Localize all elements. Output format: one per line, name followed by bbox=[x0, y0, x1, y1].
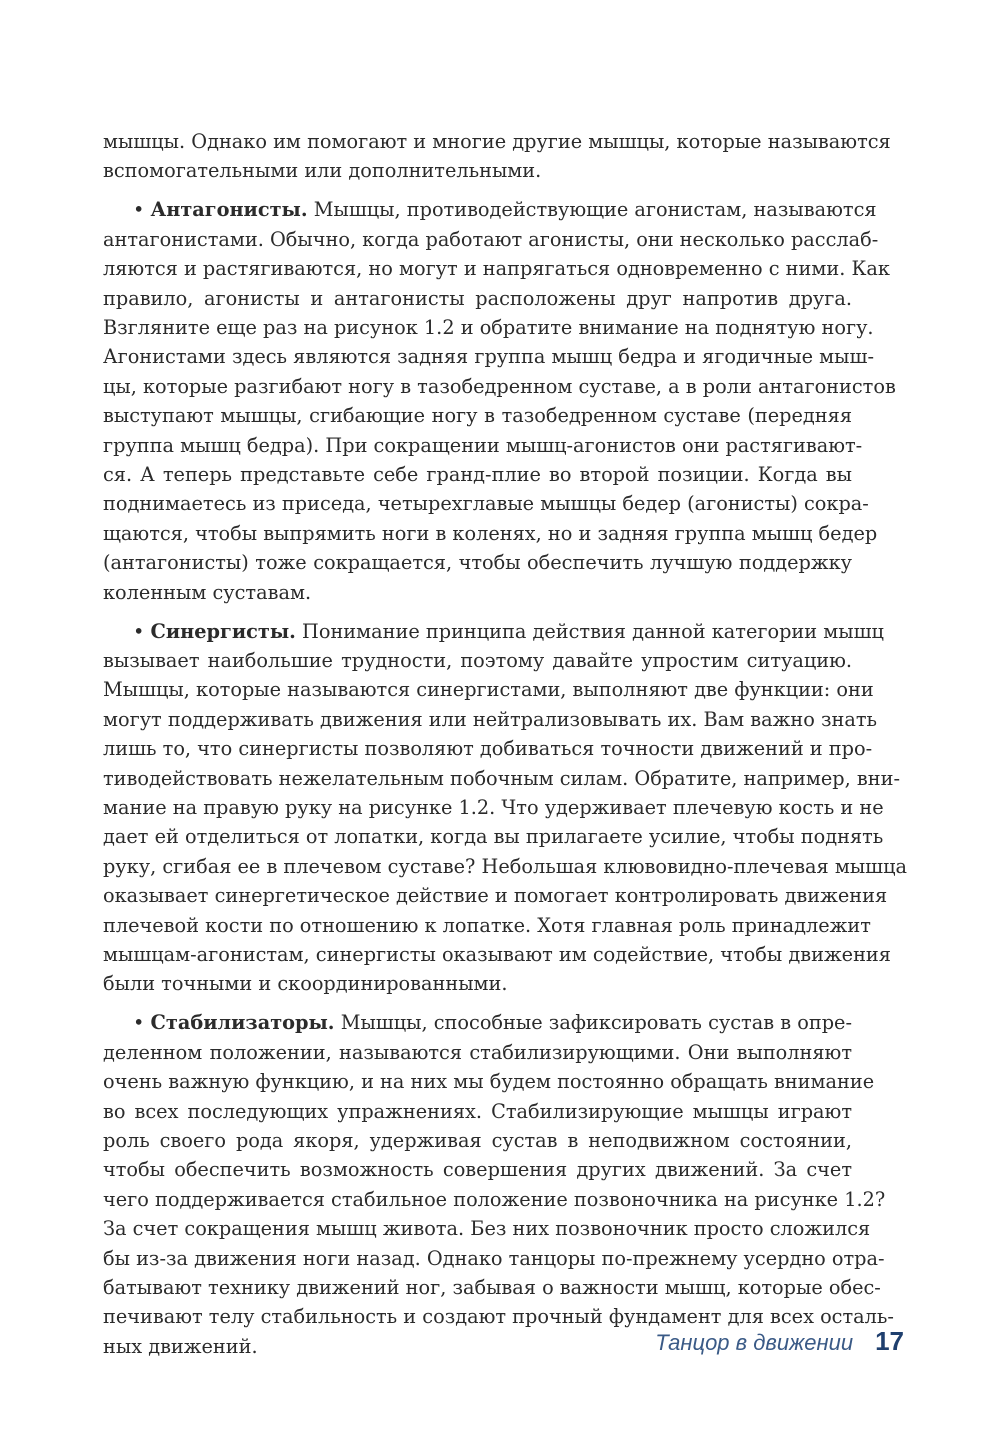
text-line: ляются и растягиваются, но могут и напрягаться одновременно с ними. Как bbox=[103, 257, 890, 281]
text-line: Мышцы, противодействующие агонистам, называются bbox=[313, 198, 877, 222]
text-line: За счет сокращения мышц живота. Без них позвоночник просто сложился bbox=[103, 1217, 871, 1241]
text-line: деленном положении, называются стабилизирующими. Они выполняют bbox=[103, 1040, 852, 1064]
text-line-first bbox=[103, 195, 877, 224]
text-line: руку, сгибая ее в плечевом суставе? Небольшая клювовидно-плечевая мышца bbox=[103, 854, 907, 878]
text-line-first bbox=[103, 617, 884, 646]
text-line: Мышцы, способные зафиксировать сустав в опре- bbox=[340, 1011, 852, 1035]
text-line: поднимаетесь из приседа, четырехглавые мышцы бедер (агонисты) сокра- bbox=[103, 492, 869, 516]
text-line: лишь то, что синергисты позволяют добиваться точности движений и про- bbox=[103, 737, 873, 761]
text-line: Мышцы, которые называются синергистами, выполняют две функции: они bbox=[103, 678, 874, 702]
term-antagonists: Антагонисты. bbox=[150, 198, 308, 222]
text-line: Взгляните еще раз на рисунок 1.2 и обратите внимание на поднятую ногу. bbox=[103, 315, 874, 339]
text-line: были точными и скоординированными. bbox=[103, 972, 508, 996]
text-line: выступают мышцы, сгибающие ногу в тазобедренном суставе (передняя bbox=[103, 404, 852, 428]
text-line: щаются, чтобы выпрямить ноги в коленях, но и задняя группа мышц бедер bbox=[103, 521, 878, 545]
text-line: очень важную функцию, и на них мы будем постоянно обращать внимание bbox=[103, 1070, 875, 1094]
text-line: во всех последующих упражнениях. Стабилизирующие мышцы играют bbox=[103, 1099, 852, 1123]
text-line: бы из-за движения ноги назад. Однако танцоры по-прежнему усердно отра- bbox=[103, 1246, 885, 1270]
text-line: мышцам-агонистам, синергисты оказывают им содействие, чтобы движения bbox=[103, 942, 891, 966]
text-line: Агонистами здесь являются задняя группа мышц бедра и ягодичные мыш- bbox=[103, 345, 874, 369]
text-line: вызывает наибольшие трудности, поэтому давайте упростим ситуацию. bbox=[103, 648, 852, 672]
paragraph-continuation bbox=[103, 127, 891, 186]
text-line: оказывает синергетическое действие и помогает контролировать движения bbox=[103, 884, 888, 908]
text-line: ся. А теперь представьте себе гранд-плие во второй позиции. Когда вы bbox=[103, 462, 852, 486]
text-line: могут поддерживать движения или нейтрализовывать их. Вам важно знать bbox=[103, 707, 877, 731]
page-footer bbox=[655, 1326, 904, 1357]
text-line: антагонистами. Обычно, когда работают агонисты, они несколько расслаб- bbox=[103, 227, 879, 251]
text-line: плечевой кости по отношению к лопатке. Хотя главная роль принадлежит bbox=[103, 913, 871, 937]
text-line: группа мышц бедра). При сокращении мышц-агонистов они растягивают- bbox=[103, 433, 863, 457]
bullet-icon: • bbox=[133, 619, 145, 643]
text-line: печивают телу стабильность и создают прочный фундамент для всех осталь- bbox=[103, 1305, 894, 1329]
text-line: дает ей отделиться от лопатки, когда вы прилагаете усилие, чтобы поднять bbox=[103, 825, 884, 849]
text-line: батывают технику движений ног, забывая о важности мышц, которые обес- bbox=[103, 1275, 881, 1299]
bullet-icon: • bbox=[133, 1011, 145, 1035]
term-synergists: Синергисты. bbox=[150, 619, 296, 643]
paragraph-synergists bbox=[103, 617, 907, 999]
text-line: цы, которые разгибают ногу в тазобедренном суставе, а в роли антагонистов bbox=[103, 374, 896, 398]
text-line: тиводействовать нежелательным побочным силам. Обратите, например, вни- bbox=[103, 766, 900, 790]
text-line: правило, агонисты и антагонисты расположены друг напротив друга. bbox=[103, 286, 852, 310]
paragraph-antagonists bbox=[103, 195, 896, 607]
text-line: мышцы. Однако им помогают и многие другие мышцы, которые называются bbox=[103, 130, 891, 153]
text-line: (антагонисты) тоже сокращается, чтобы обеспечить лучшую поддержку bbox=[103, 551, 852, 575]
term-stabilizers: Стабилизаторы. bbox=[150, 1011, 335, 1035]
text-line: вспомогательными или дополнительными. bbox=[103, 159, 542, 183]
text-line: чего поддерживается стабильное положение позвоночника на рисунке 1.2? bbox=[103, 1187, 886, 1211]
page-number: 17 bbox=[875, 1326, 904, 1356]
text-line: чтобы обеспечить возможность совершения других движений. За счет bbox=[103, 1158, 852, 1182]
text-line: роль своего рода якоря, удерживая сустав в неподвижном состоянии, bbox=[103, 1128, 852, 1152]
text-line: Понимание принципа действия данной категории мышц bbox=[302, 619, 884, 643]
bullet-icon: • bbox=[133, 198, 145, 222]
running-footer-title: Танцор в движении bbox=[655, 1330, 854, 1355]
text-line: мание на правую руку на рисунке 1.2. Что удерживает плечевую кость и не bbox=[103, 795, 884, 819]
text-line: коленным суставам. bbox=[103, 580, 312, 604]
text-line-first bbox=[103, 1008, 852, 1037]
text-line: ных движений. bbox=[103, 1334, 258, 1358]
